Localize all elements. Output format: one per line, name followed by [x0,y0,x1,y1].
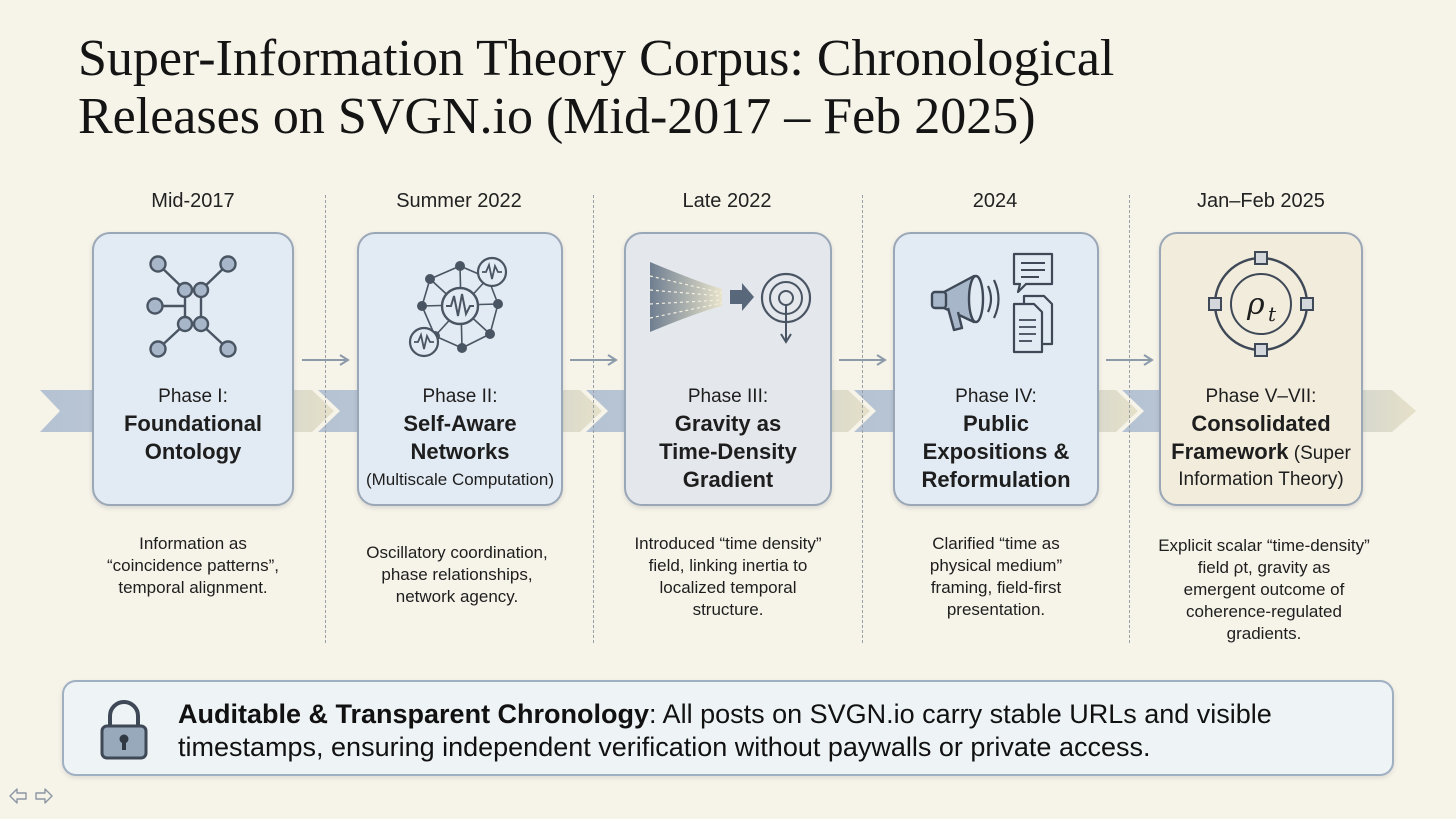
description-line: phase relationships, [381,565,533,584]
page-title-line-1: Super-Information Theory Corpus: Chronological [78,30,1115,87]
description-line: localized temporal [659,578,797,597]
description-line: emergent outcome of [1183,580,1345,599]
phase-1-card [92,232,294,506]
description-line: “coincidence patterns”, [107,556,279,575]
phase-4-card [893,232,1099,506]
description-line: coherence-regulated [1186,602,1342,621]
phase-4-number: Phase IV: [955,386,1037,407]
description-line: structure. [692,600,764,619]
time-density-gradient-icon [626,244,830,364]
arrow-left-icon[interactable] [8,786,28,806]
phase-5-description [1131,535,1397,645]
slide-navigation [8,786,56,811]
phase-3-date: Late 2022 [682,190,772,212]
phase-4-description [871,533,1121,621]
description-line: temporal alignment. [118,578,268,597]
rho-subscript: t [1268,302,1277,326]
connector-arrow-icon [837,352,889,368]
phase-5-name-line-2 [1163,438,1359,468]
phase-5-date: Jan–Feb 2025 [1197,190,1325,212]
oscillating-network-icon [359,244,561,364]
rho-t-field-icon [1161,244,1361,364]
phase-1-name-line-2: Ontology [144,439,242,464]
divider [593,195,594,643]
description-line: framing, field-first [930,578,1062,597]
phase-4-name-line-2: Expositions & [922,439,1070,464]
page-title [78,30,1378,146]
description-line: network agency. [395,587,519,606]
arrow-right-icon[interactable] [34,786,54,806]
phase-5-number: Phase V–VII: [1205,386,1317,407]
divider [325,195,326,643]
phase-2-number: Phase II: [422,386,498,407]
phase-2-description [332,542,582,608]
phase-3-name-line-3: Gradient [682,467,774,492]
phase-1-name-line-1: Foundational [123,411,263,436]
phase-2-name-line-1: Self-Aware [403,411,517,436]
phase-5-name-line-2-bold: Framework [1171,439,1289,464]
lock-icon [98,698,150,762]
phase-1-number: Phase I: [158,386,228,407]
chronology-note-heading: Auditable & Transparent Chronology [178,699,650,729]
phase-4-name-line-3: Reformulation [921,467,1071,492]
phase-5-card [1159,232,1363,506]
description-line: field ρt, gravity as [1197,558,1331,577]
phase-1-description [68,533,318,599]
phase-5-name-line-3: Information Theory) [1178,469,1344,490]
phase-3-card [624,232,832,506]
phase-1-date: Mid-2017 [151,190,235,212]
phase-4-name-line-1: Public [962,411,1029,436]
phase-2-name-line-2: Networks [410,439,510,464]
description-line: presentation. [946,600,1046,619]
chronology-note-box [62,680,1394,776]
description-line: Explicit scalar “time-density” [1158,536,1370,555]
megaphone-documents-icon [895,244,1097,364]
description-line: Oscillatory coordination, [366,543,548,562]
description-line: gradients. [1226,624,1302,643]
description-line: Introduced “time density” [634,534,822,553]
rho-symbol: ρ [1247,287,1265,322]
network-graph-icon [94,244,292,364]
phase-3-name-line-1: Gravity as [674,411,782,436]
phase-2-subtitle: (Multiscale Computation) [365,470,554,489]
phase-3-description [603,533,853,621]
divider [1129,195,1130,643]
chronology-note-body: : All posts on SVGN.io carry stable URLs and visible timestamps, ensuring independent verification without paywalls or private access. [178,699,1272,762]
connector-arrow-icon [568,352,620,368]
description-line: Information as [139,534,247,553]
connector-arrow-icon [1104,352,1156,368]
description-line: field, linking inertia to [648,556,808,575]
description-line: Clarified “time as [932,534,1060,553]
chronology-note-text [178,698,1368,764]
phase-5-name-line-2-extra: (Super [1288,443,1351,464]
phase-2-date: Summer 2022 [396,190,522,212]
divider [862,195,863,643]
phase-2-card [357,232,563,506]
description-line: physical medium” [929,556,1063,575]
page-title-line-2: Releases on SVGN.io (Mid-2017 – Feb 2025) [78,88,1036,145]
connector-arrow-icon [300,352,352,368]
phase-3-name-line-2: Time-Density [659,439,797,464]
phase-3-number: Phase III: [687,386,769,407]
phase-4-date: 2024 [972,190,1018,212]
phase-5-name-line-1: Consolidated [1191,411,1331,436]
